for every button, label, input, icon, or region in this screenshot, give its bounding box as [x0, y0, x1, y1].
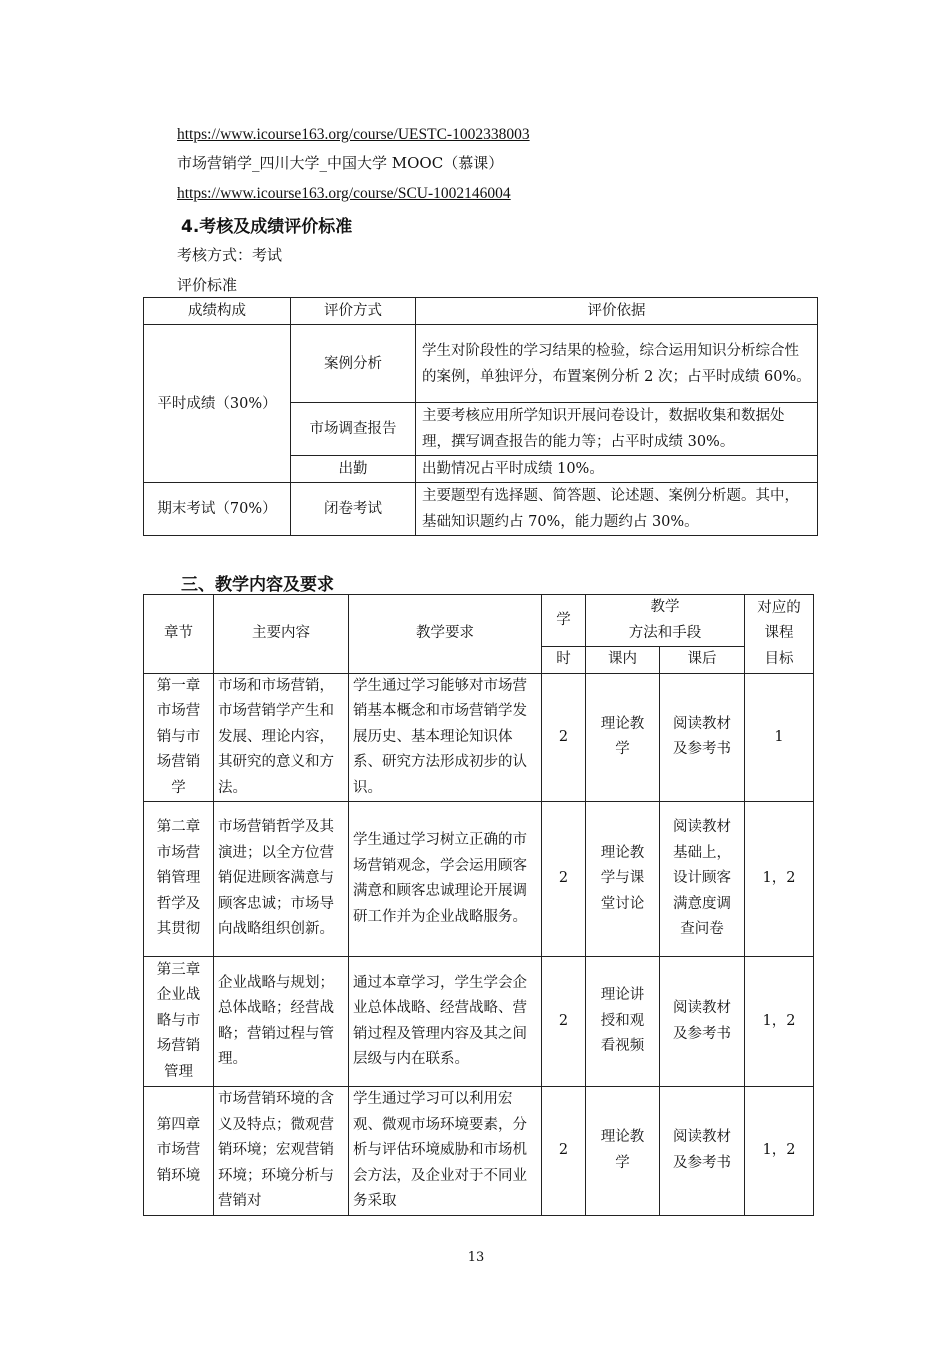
hours-cell: 2 [542, 957, 586, 1087]
after-class-cell: 阅读教材 及参考书 [660, 673, 745, 802]
teaching-content-table [143, 594, 814, 1216]
header-eval-method: 评价方式 [291, 298, 416, 325]
method-case-analysis: 案例分析 [291, 325, 416, 403]
requirement-cell: 学生通过学习能够对市场营销基本概念和市场营销学发展历史、基本理论知识体系、研究方法形成初步的认识。 [349, 673, 542, 802]
requirement-cell: 学生通过学习树立正确的市场营销观念，学会运用顾客满意和顾客忠诚理论开展调研工作并为企业战略服务。 [349, 802, 542, 957]
chapter-cell: 第四章 市场营 销环境 [144, 1087, 214, 1216]
section-heading-assessment: 4.考核及成绩评价标准 [181, 217, 353, 237]
page-number: 13 [467, 1250, 485, 1265]
header-eval-basis: 评价依据 [416, 298, 818, 325]
table-row [144, 957, 814, 1087]
content-cell: 市场营销环境的含义及特点；微观营销环境；宏观营销环境；环境分析与营销对 [214, 1087, 349, 1216]
hours-cell: 2 [542, 673, 586, 802]
after-class-cell: 阅读教材 及参考书 [660, 1087, 745, 1216]
evaluation-table [143, 297, 818, 536]
table-row [144, 802, 814, 957]
table-row [144, 1087, 814, 1216]
eval-label: 评价标准 [177, 276, 238, 294]
header-grade-composition: 成绩构成 [144, 298, 291, 325]
basis-attendance: 出勤情况占平时成绩 10%。 [416, 456, 818, 483]
chapter-cell: 第二章 市场营 销管理 哲学及 其贯彻 [144, 802, 214, 957]
content-cell: 企业战略与规划；总体战略；经营战略；营销过程与管理。 [214, 957, 349, 1087]
goal-cell: 1 [745, 673, 814, 802]
usual-grade-cell: 平时成绩（30%） [144, 325, 291, 483]
content-cell: 市场营销哲学及其演进；以全方位营销促进顾客满意与顾客忠诚；市场导向战略组织创新。 [214, 802, 349, 957]
in-class-cell: 理论教 学与课 堂讨论 [586, 802, 660, 957]
basis-case-analysis: 学生对阶段性的学习结果的检验，综合运用知识分析综合性的案例，单独评分，布置案例分析 2 次；占平时成绩 60%。 [416, 325, 818, 403]
content-cell: 市场和市场营销，市场营销学产生和发展、理论内容，其研究的意义和方法。 [214, 673, 349, 802]
chapter-cell: 第一章 市场营 销与市 场营销 学 [144, 673, 214, 802]
in-class-cell: 理论教 学 [586, 673, 660, 802]
in-class-cell: 理论教 学 [586, 1087, 660, 1216]
goal-cell: 1，2 [745, 957, 814, 1087]
table-row [144, 673, 814, 802]
header-requirement: 教学要求 [349, 595, 542, 674]
goal-cell: 1，2 [745, 802, 814, 957]
after-class-cell: 阅读教材 及参考书 [660, 957, 745, 1087]
method-closed-book: 闭卷考试 [291, 483, 416, 536]
section-heading-content: 三、教学内容及要求 [181, 575, 334, 595]
header-main-content: 主要内容 [214, 595, 349, 674]
header-course-goal: 对应的 课程 目标 [745, 595, 814, 674]
header-in-class: 课内 [586, 647, 660, 674]
hours-cell: 2 [542, 802, 586, 957]
course-link-scu[interactable]: https://www.icourse163.org/course/SCU-1002146004 [177, 185, 511, 202]
basis-closed-book: 主要题型有选择题、简答题、论述题、案例分析题。其中，基础知识题约占 70%，能力题约占 30%。 [416, 483, 818, 536]
mooc-title: 市场营销学_四川大学_中国大学 MOOC（慕课） [177, 154, 504, 172]
after-class-cell: 阅读教材 基础上， 设计顾客 满意度调 查问卷 [660, 802, 745, 957]
in-class-cell: 理论讲 授和观 看视频 [586, 957, 660, 1087]
requirement-cell: 通过本章学习，学生学会企业总体战略、经营战略、营销过程及管理内容及其之间层级与内在联系。 [349, 957, 542, 1087]
header-after-class: 课后 [660, 647, 745, 674]
basis-survey-report: 主要考核应用所学知识开展问卷设计，数据收集和数据处理，撰写调查报告的能力等；占平时成绩 30%。 [416, 403, 818, 456]
header-chapter: 章节 [144, 595, 214, 674]
exam-method: 考核方式：考试 [177, 246, 283, 264]
final-exam-cell: 期末考试（70%） [144, 483, 291, 536]
method-survey-report: 市场调查报告 [291, 403, 416, 456]
requirement-cell: 学生通过学习可以利用宏观、微观市场环境要素，分析与评估环境威胁和市场机会方法，及企业对于不同业务采取 [349, 1087, 542, 1216]
course-link-uestc[interactable]: https://www.icourse163.org/course/UESTC-1002338003 [177, 126, 530, 143]
header-hours-bottom: 时 [542, 647, 586, 674]
goal-cell: 1，2 [745, 1087, 814, 1216]
method-attendance: 出勤 [291, 456, 416, 483]
header-teaching-method: 教学 方法和手段 [586, 595, 745, 647]
header-hours-top: 学 [542, 595, 586, 647]
hours-cell: 2 [542, 1087, 586, 1216]
chapter-cell: 第三章 企业战 略与市 场营销 管理 [144, 957, 214, 1087]
